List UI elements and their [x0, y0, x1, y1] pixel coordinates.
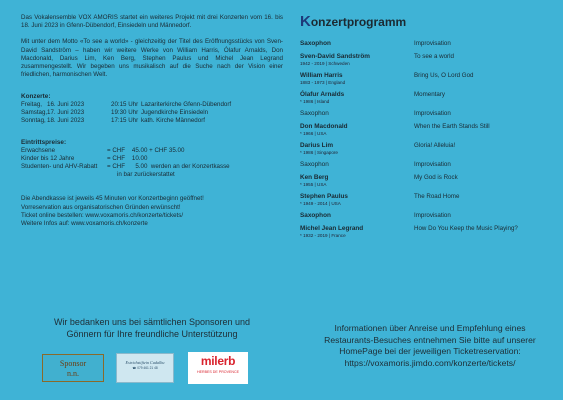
concert-day: Freitag, — [21, 101, 42, 109]
program-composer-meta: * 1966 | USA — [300, 131, 327, 136]
estrich-logo — [116, 353, 174, 383]
price-row — [21, 147, 283, 155]
program-row — [300, 193, 562, 207]
prices-section — [21, 139, 283, 179]
intro-paragraph-1: Das Vokalensemble VOX AMORIS startet ein weiteres Projekt mit drei Konzerten vom 16. bis 18. Juni 2023 in Gfenn-Dübendorf, Einsiedeln und Männedorf. — [21, 14, 283, 30]
concerts-heading: Konzerte: — [21, 93, 51, 101]
travel-info-line-3: HomePage bei der jeweiligen Ticketreservation: — [339, 346, 521, 356]
thanks-line-1: Wir bedanken uns bei sämtlichen Sponsoren und — [53, 317, 251, 327]
program-composer: Saxophon — [300, 212, 331, 219]
concert-date: 16. Juni 2023 — [47, 101, 85, 109]
program-composer: Darius Lim — [300, 142, 334, 149]
program-composer-meta: * 1932 - 2019 | France — [300, 233, 346, 238]
program-composer: William Harris — [300, 72, 343, 79]
program-composer: Don Macdonald — [300, 123, 348, 130]
program-composer: Sven-David Sandström — [300, 53, 370, 60]
program-composer: Saxophon — [300, 161, 329, 168]
program-row — [300, 40, 562, 48]
price-label: Studenten- und AHV-Rabatt — [21, 163, 98, 171]
concert-date: 18. Juni 2023 — [47, 117, 85, 125]
program-title — [300, 14, 562, 30]
box-office-line-1: Die Abendkasse ist jeweils 45 Minuten vor Konzertbeginn geöffnet! — [21, 195, 204, 203]
price-note: in bar zurückerstattet — [117, 171, 175, 179]
intro-paragraph-2: Mit unter dem Motto «To see a world» - gleichzeitig der Titel des Eröffnungsstücks von Sven-David Sandström – haben wir weitere Werke von William Harris, Ólafur Arnalds, Don Macdonald, Darius Lim, Ken Berg, Stephen Paulus und Michel Jean Legrand zusammengestellt. Wir begeben uns musikalisch auf die Suche nach der Vision einer friedlichen, harmonischen Welt. — [21, 38, 283, 79]
program-piece: To see a world — [414, 53, 454, 60]
program-row — [300, 110, 562, 118]
concert-time: 19:30 Uhr — [111, 109, 139, 117]
estrich-logo-name: Estrichstiftein Cadalbu — [125, 360, 165, 365]
program-row — [300, 212, 562, 220]
price-value: = CHF 10.00 — [107, 155, 148, 163]
program-piece: Improvisation — [414, 212, 451, 219]
concerts-section — [21, 93, 283, 125]
program-composer-block — [300, 91, 414, 105]
program-composer-block — [300, 142, 414, 156]
thanks-text — [21, 316, 283, 340]
price-row — [21, 155, 283, 163]
sponsor-label: Sponsor — [59, 359, 87, 368]
program-composer-meta: * 1949 - 2014 | USA — [300, 201, 341, 206]
program-composer: Michel Jean Legrand — [300, 225, 364, 232]
travel-info — [304, 323, 556, 369]
milerb-logo-word: milerb — [200, 354, 236, 368]
price-label: Kinder bis 12 Jahre — [21, 155, 75, 163]
program-row — [300, 225, 562, 239]
price-value: = CHF 45.00 + CHF 35.00 — [107, 147, 185, 155]
program-composer-block — [300, 225, 414, 239]
program-piece: Momentary — [414, 91, 445, 98]
program-piece: Bring Us, O Lord God — [414, 72, 474, 79]
program-title-initial: K — [300, 13, 311, 30]
price-value: = CHF 5.00 werden an der Konzertkasse — [107, 163, 230, 171]
sponsor-logos — [42, 352, 262, 384]
ticket-link[interactable]: Ticket online bestellen: www.voxamoris.ch/konzerte/tickets/ — [21, 211, 184, 219]
program-row — [300, 91, 562, 105]
program-composer-block — [300, 123, 414, 137]
left-column — [21, 14, 283, 228]
program-piece: Improvisation — [414, 161, 451, 168]
concert-row — [21, 109, 283, 117]
program-piece: How Do You Keep the Music Playing? — [414, 225, 518, 232]
program-composer-block — [300, 53, 414, 67]
travel-info-link[interactable]: https://voxamoris.jimdo.com/konzerte/tickets/ — [344, 357, 516, 368]
estrich-logo-phone: ☎ 079 461 21 48 — [132, 366, 158, 370]
box-office-line-2: Vorreservation aus organisatorischen Gründen erwünscht! — [21, 203, 181, 211]
sponsor-placeholder-logo — [42, 354, 104, 382]
concert-time: 20:15 Uhr — [111, 101, 139, 109]
program-composer-block — [300, 174, 414, 188]
prices-heading: Eintrittspreise: — [21, 139, 67, 147]
right-column — [300, 14, 562, 244]
program-composer: Saxophon — [300, 110, 329, 117]
program-composer-meta: * 1955 | USA — [300, 182, 327, 187]
program-row — [300, 123, 562, 137]
program-row — [300, 174, 562, 188]
thanks-line-2: Gönnern für Ihre freundliche Unterstützung — [66, 329, 238, 339]
program-row — [300, 142, 562, 156]
program-composer-block — [300, 193, 414, 207]
program-composer: Stephen Paulus — [300, 193, 348, 200]
travel-info-line-1: Informationen über Anreise und Empfehlung eines — [334, 323, 526, 333]
sponsor-sublabel: n.n. — [67, 369, 79, 378]
program-composer: Ken Berg — [300, 174, 329, 181]
program-composer-meta: * 1986 | Singapore — [300, 150, 338, 155]
program-composer-meta: * 1986 | Island — [300, 99, 330, 104]
program-piece: My God is Rock — [414, 174, 458, 181]
program-composer-meta: 1942 - 2019 | Schweden — [300, 61, 350, 66]
program-row — [300, 161, 562, 169]
concert-date: 17. Juni 2023 — [47, 109, 85, 117]
milerb-logo-sub: HERBES DE PROVENCE — [197, 370, 239, 374]
concert-day: Samstag, — [21, 109, 48, 117]
program-piece: The Road Home — [414, 193, 460, 200]
concert-time: 17:15 Uhr — [111, 117, 139, 125]
program-piece: Improvisation — [414, 40, 451, 47]
concert-day: Sonntag, — [21, 117, 46, 125]
concert-row — [21, 117, 283, 125]
program-composer-block — [300, 110, 414, 118]
box-office-info — [21, 195, 283, 228]
program-composer-block — [300, 161, 414, 169]
travel-info-line-2: Restaurants-Besuches entnehmen Sie bitte auf unserer — [324, 334, 536, 345]
program-row — [300, 53, 562, 67]
milerb-logo — [188, 352, 248, 384]
program-row — [300, 72, 562, 86]
program-composer-block — [300, 72, 414, 86]
program-composer: Saxophon — [300, 40, 331, 47]
program-list — [300, 40, 562, 239]
price-row — [21, 163, 283, 171]
program-piece: Gloria! Alleluia! — [414, 142, 456, 149]
program-title-rest: onzertprogramm — [310, 15, 407, 29]
program-piece: When the Earth Stands Still — [414, 123, 490, 130]
concert-location: Jugendkirche Einsiedeln — [141, 109, 209, 117]
concert-location: Lazariterkirche Gfenn-Dübendorf — [141, 101, 232, 109]
program-piece: Improvisation — [414, 110, 451, 117]
price-label: Erwachsene — [21, 147, 56, 155]
program-composer-block — [300, 212, 414, 220]
program-composer: Ólafur Arnalds — [300, 91, 345, 98]
concert-location: kath. Kirche Männedorf — [141, 117, 205, 125]
program-composer-block — [300, 40, 414, 48]
program-composer-meta: 1883 - 1973 | England — [300, 80, 346, 85]
intro-text — [21, 14, 283, 79]
info-link[interactable]: Weitere Infos auf: www.voxamoris.ch/konzerte — [21, 220, 148, 228]
concert-row — [21, 101, 283, 109]
